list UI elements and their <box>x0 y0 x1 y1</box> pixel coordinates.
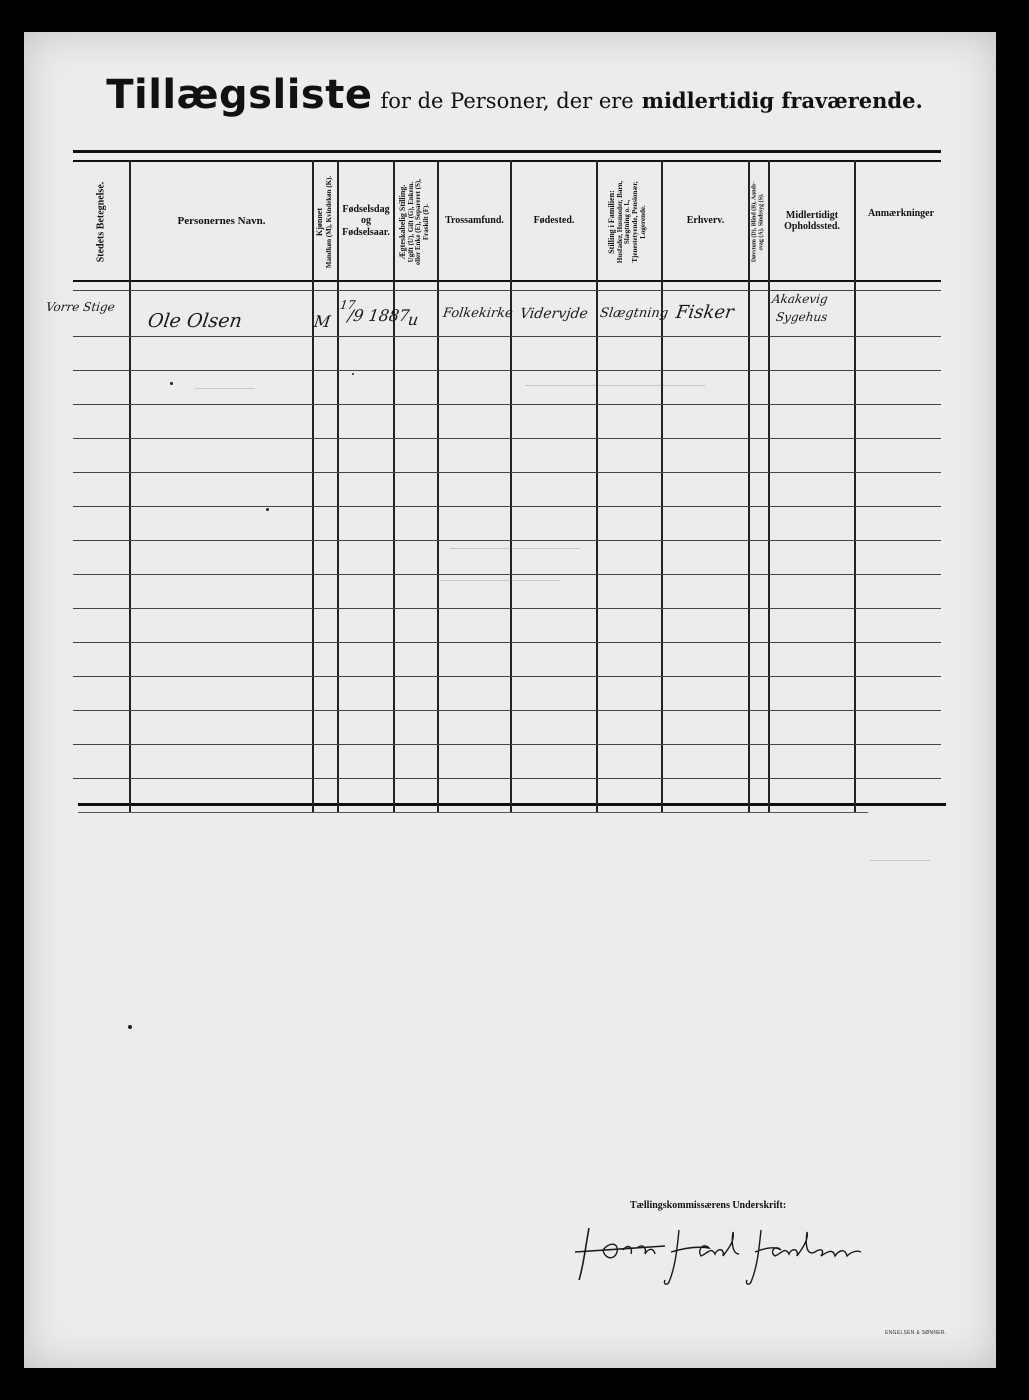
ink-speck <box>128 1025 132 1029</box>
row-line-5 <box>73 438 941 439</box>
header-midl-1: Midlertidigt <box>785 209 839 221</box>
header-fodsel-3: Fødselsaar. <box>342 226 390 238</box>
row-line-3 <box>73 370 941 371</box>
table-bottom-rule-2 <box>78 812 868 813</box>
row-line-14 <box>73 744 941 745</box>
col-divider-9 <box>748 160 750 812</box>
col-divider-2 <box>312 160 314 812</box>
header-anmaerkninger: Anmærkninger <box>867 208 935 220</box>
signature-svg <box>575 1220 865 1290</box>
ink-speck <box>266 508 269 511</box>
table-bottom-rule <box>78 803 946 806</box>
header-stilling <box>608 181 648 263</box>
bleed-mark <box>450 548 580 549</box>
row-line-10 <box>73 608 941 609</box>
form-title <box>0 72 1029 118</box>
header-kjonnet-1: Kjønnet <box>315 208 325 236</box>
header-fodsel-1: Fødselsdag <box>342 203 390 215</box>
printer-imprint: ENGELSEN & SØNNER. <box>885 1330 947 1336</box>
signature-text: Jørn Jacob Jacobsen <box>585 1288 596 1289</box>
header-navn: Personernes Navn. <box>177 214 266 227</box>
ink-speck <box>170 382 173 385</box>
entry-erhverv: Fisker <box>674 302 736 323</box>
col-divider-4 <box>393 160 395 812</box>
header-dovstum <box>751 182 764 262</box>
bleed-mark <box>870 860 930 861</box>
header-stilling-4: Tjenestetyende, Pensionær, <box>631 181 640 263</box>
bleed-mark <box>195 388 255 389</box>
row-line-6 <box>73 472 941 473</box>
entry-stedets: Vorre Stige <box>45 300 116 314</box>
header-fodsel-2: og <box>361 215 371 227</box>
header-midlertidigt <box>770 162 854 280</box>
row-line-2 <box>73 336 941 337</box>
row-line-7 <box>73 506 941 507</box>
header-tros: Trossamfund. <box>445 215 504 227</box>
header-erhverv: Erhverv. <box>686 215 725 227</box>
signature <box>575 1220 865 1290</box>
row-line-9 <box>73 574 941 575</box>
bleed-mark <box>525 385 705 386</box>
header-bottom-rule <box>73 280 941 282</box>
entry-midl-2: Sygehus <box>775 310 829 324</box>
header-fodested: Fødested. <box>533 215 575 227</box>
row-line-8 <box>73 540 941 541</box>
header-midl-2: Opholdssted. <box>784 221 840 232</box>
row-line-12 <box>73 676 941 677</box>
title-rule <box>73 150 941 153</box>
signature-label: Tællingskommissærens Underskrift: <box>630 1200 787 1211</box>
row-line-13 <box>73 710 941 711</box>
header-kjonnet-2: Mandkøn (M), Kvindekøn (K). <box>325 175 333 269</box>
entry-fodested: Vidervjde <box>518 306 589 322</box>
header-stedets: Stedets Betegnelse. <box>95 181 107 263</box>
entry-kjonnet: M <box>312 312 332 331</box>
header-aegteskab <box>399 179 431 265</box>
ink-speck <box>352 373 354 375</box>
header-stilling-3: Slægtning o. l., <box>623 199 632 245</box>
row-line-1 <box>73 290 941 291</box>
header-dov-1: Døvstum (D), Blind (B), Aands- <box>751 181 758 263</box>
entry-fodsel-aar: /9 1887 <box>346 306 411 325</box>
entry-aegteskab: u <box>406 310 420 329</box>
entry-stilling: Slægtning <box>598 306 670 321</box>
title-part1: for de Personer, der ere <box>380 89 634 113</box>
header-stilling-1: Stilling i Familien: <box>607 190 617 254</box>
title-part2: midlertidig fraværende. <box>641 88 923 113</box>
entry-navn: Ole Olsen <box>146 310 244 332</box>
row-line-4 <box>73 404 941 405</box>
entry-tros: Folkekirke <box>441 306 514 321</box>
col-divider-7 <box>596 160 598 812</box>
header-stilling-2: Husfader, Husmoder, Barn, <box>616 180 625 264</box>
entry-fodsel-dag: 17 <box>339 298 357 312</box>
header-aegt-3: eller Enke (E), Separeret (S), <box>414 179 423 265</box>
title-main-word: Tillægsliste <box>106 72 373 118</box>
row-line-11 <box>73 642 941 643</box>
header-aegt-4: Fraskilt (F). <box>422 203 431 241</box>
header-dov-2: svag (A), Sindssyg (S). <box>758 193 764 251</box>
header-aegt-2: Ugift (U), Gift (G), Enkem. <box>406 181 415 263</box>
entry-midl-1: Akakevig <box>771 292 829 306</box>
header-aegt-1: Ægteskabelig Stilling. <box>398 184 408 260</box>
row-line-15 <box>73 778 941 779</box>
header-fodsel <box>339 162 393 280</box>
header-stilling-5: Logerende. <box>639 205 648 239</box>
header-kjonnet <box>316 176 334 268</box>
bleed-mark <box>440 580 560 581</box>
